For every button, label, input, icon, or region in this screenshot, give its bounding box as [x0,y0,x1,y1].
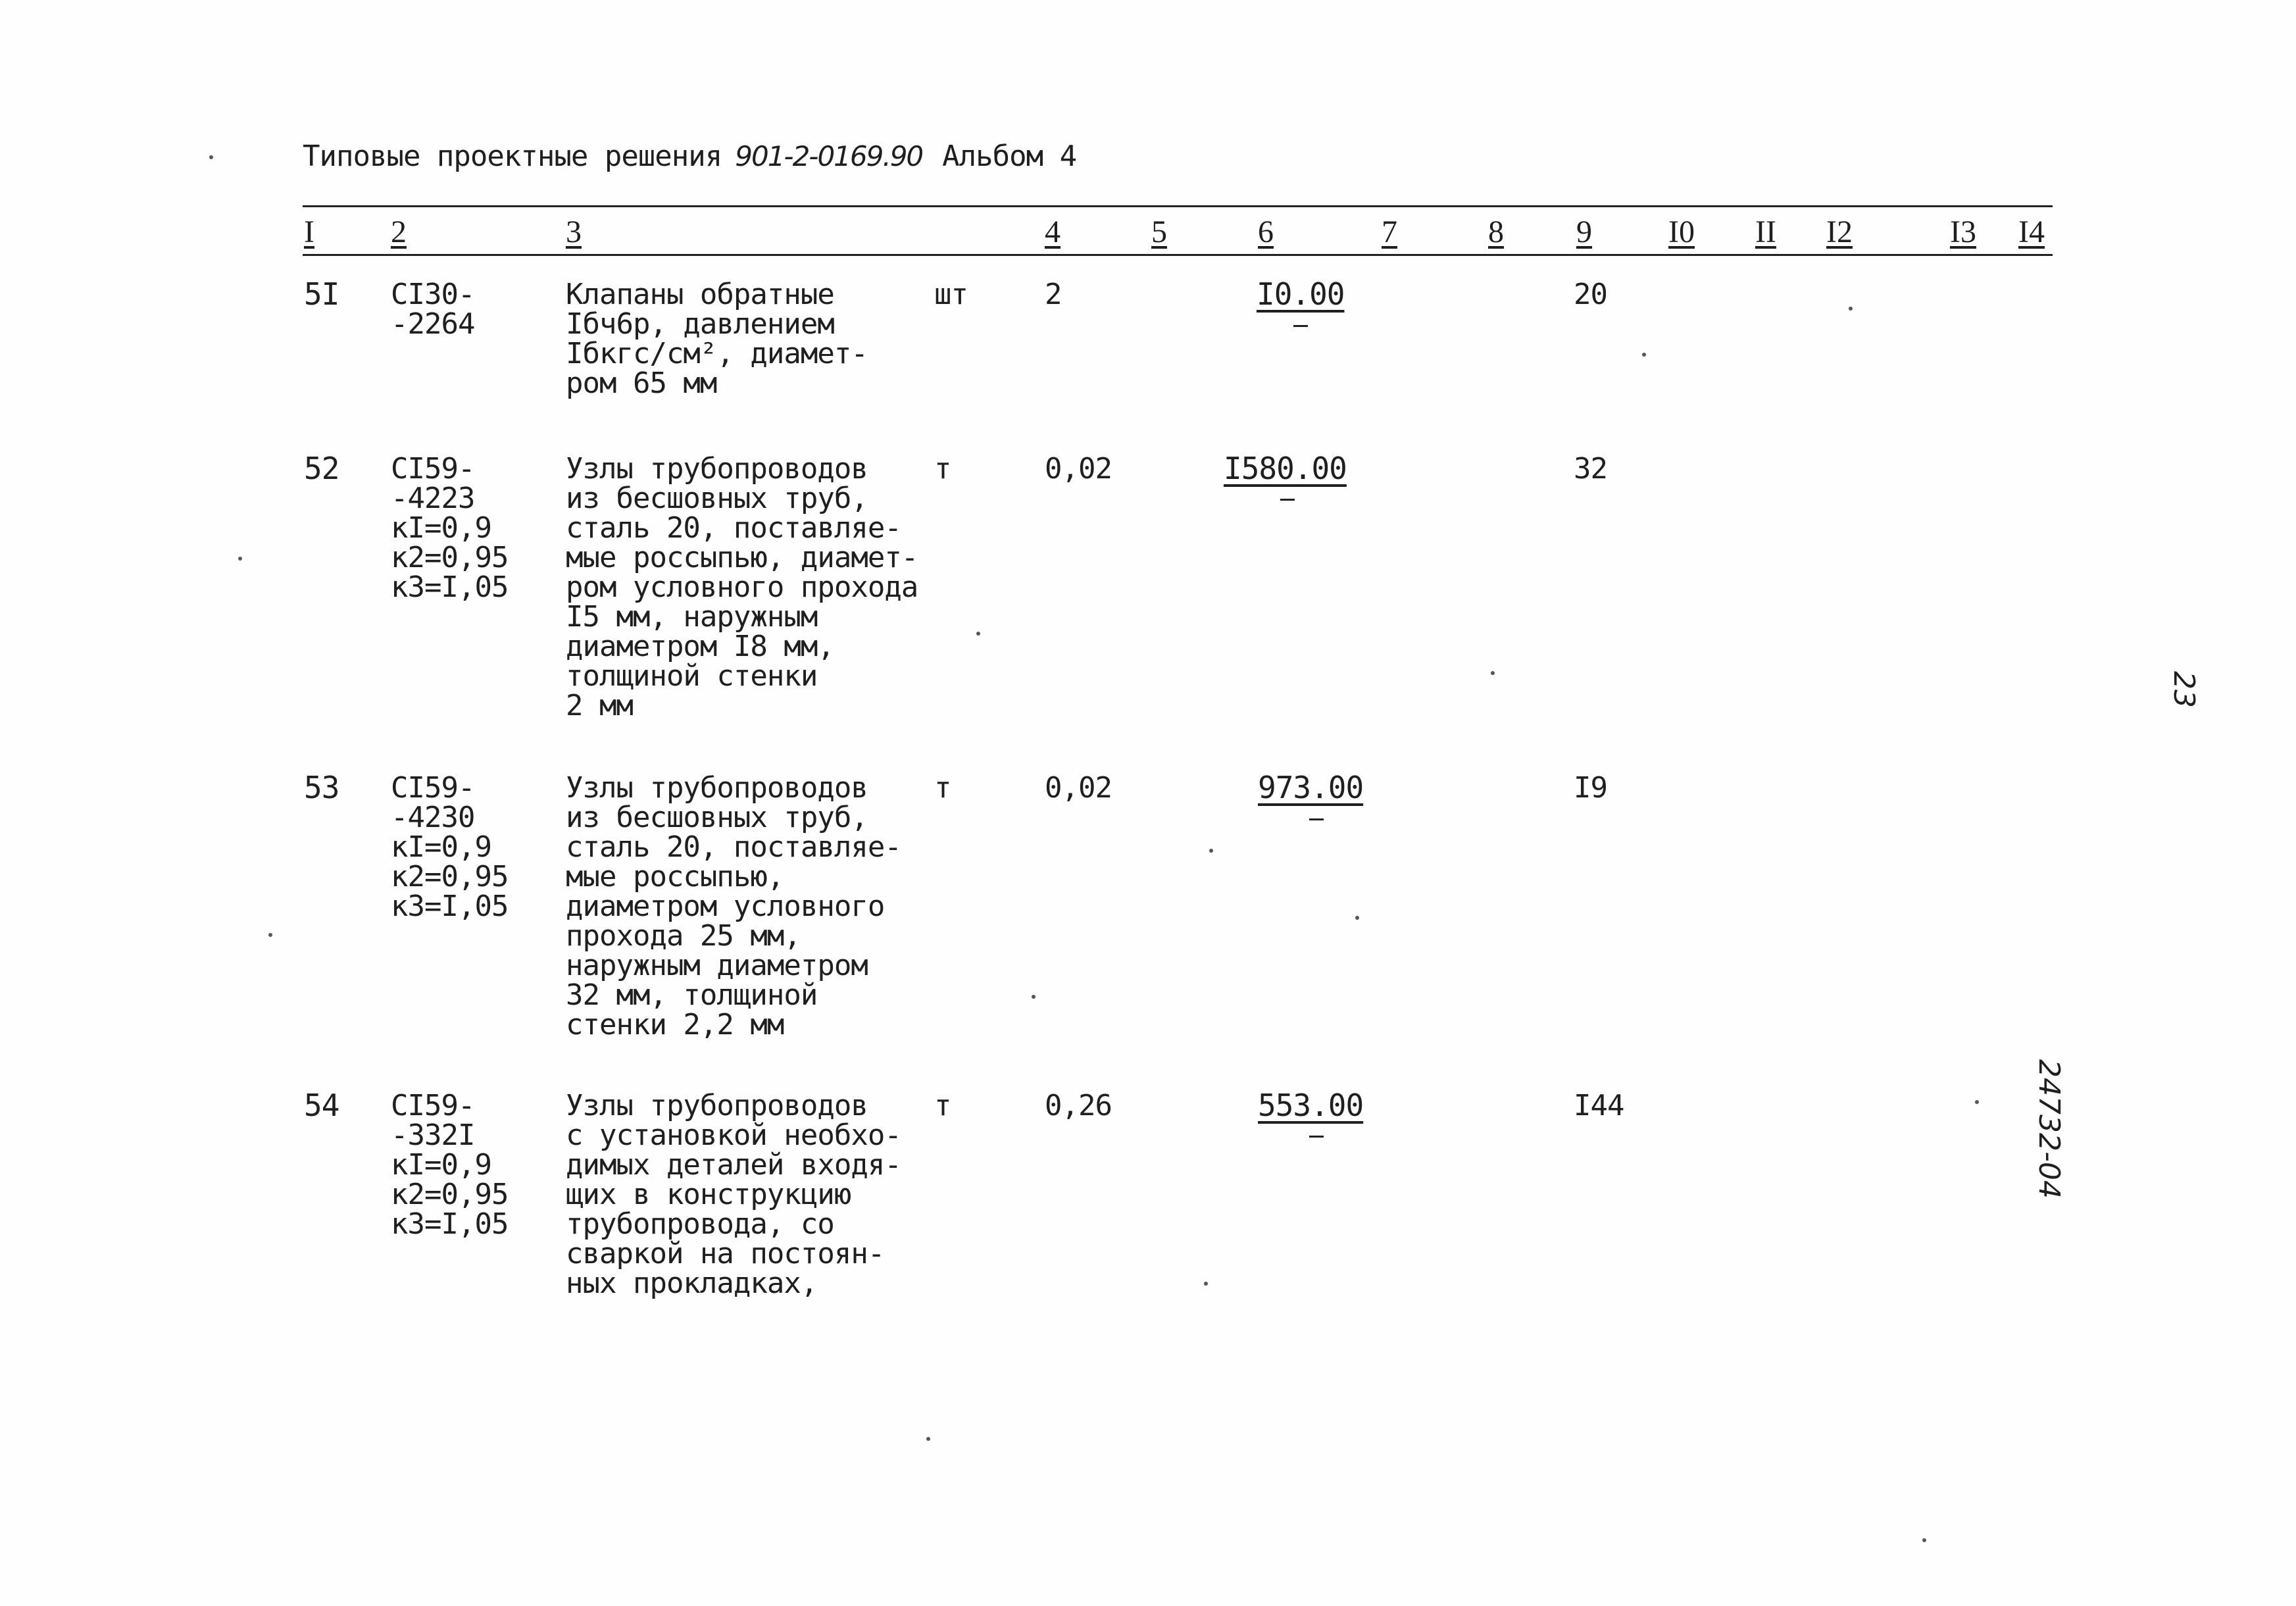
scan-speck [1975,1100,1979,1104]
unit-price: 553.00 [1258,1088,1364,1123]
row-number: 53 [304,770,339,805]
column-number: 2 [391,214,407,249]
scan-speck [1355,916,1359,920]
header-prefix: Типовые проектные решения [303,139,722,173]
row-number: 5I [304,276,339,312]
column-number: 5 [1151,214,1167,249]
page-number: 23 [2167,671,2201,708]
quantity: 0,26 [1045,1089,1112,1122]
resource-description: Узлы трубопроводов из бесшовных труб, сталь 20, поставляе- мые россыпью, диаметром условного прохода 25 мм, наружным диаметром 32 мм, толщиной стенки 2,2 мм [566,771,901,1041]
scan-speck [1032,995,1036,999]
resource-code: CI30- -2264 [391,278,475,341]
quantity: 0,02 [1045,452,1112,486]
project-code: 901-2-0169.90 [735,140,923,172]
scan-speck [926,1437,930,1441]
scan-speck [1922,1538,1926,1542]
scan-speck [1491,671,1495,675]
resource-code: CI59- -332I кI=0,9 к2=0,95 к3=I,05 [391,1089,509,1241]
resource-code: CI59- -4230 кI=0,9 к2=0,95 к3=I,05 [391,771,509,923]
unit: т [934,1089,951,1122]
column-number: I3 [1950,214,1976,249]
resource-code: CI59- -4223 кI=0,9 к2=0,95 к3=I,05 [391,452,509,604]
scan-speck [209,155,213,159]
scan-speck [1209,849,1213,853]
price-tick [1309,818,1324,820]
unit-price: I0.00 [1257,276,1345,312]
scan-speck [268,933,272,937]
resource-description: Клапаны обратные Iбч6р, давлением Iбкгс/см², диамет- ром 65 мм [566,278,868,400]
unit-price: 973.00 [1258,770,1364,805]
column-number: 9 [1576,214,1592,249]
price-tick [1280,499,1295,501]
column-number: 4 [1045,214,1061,249]
column-number: I4 [2018,214,2045,249]
scan-speck [1642,353,1646,357]
column-number: 7 [1382,214,1397,249]
column-9-value: 32 [1574,452,1607,486]
scan-speck [1204,1282,1208,1286]
column-9-value: 20 [1574,278,1607,311]
unit: шт [934,278,968,311]
unit: т [934,771,951,805]
scan-speck [238,557,242,561]
quantity: 0,02 [1045,771,1112,805]
row-number: 54 [304,1088,339,1123]
price-tick [1293,325,1308,327]
album-label: Альбом 4 [942,139,1077,173]
unit-price: I580.00 [1224,451,1347,486]
resource-description: Узлы трубопроводов с установкой необхо- димых деталей входя- щих в конструкцию трубопровода, со сваркой на постоян- ных прокладках, [566,1089,901,1300]
column-number: II [1755,214,1776,249]
resource-description: Узлы трубопроводов из бесшовных труб, сталь 20, поставляе- мые россыпью, диамет- ром условного прохода I5 мм, наружным диаметром I8 мм, толщиной стенки 2 мм [566,452,918,722]
quantity: 2 [1045,278,1062,311]
column-number: 8 [1488,214,1504,249]
inventory-number: 24732-04 [2032,1059,2066,1199]
column-number: I0 [1668,214,1695,249]
column-number: 6 [1258,214,1274,249]
column-number: I2 [1826,214,1853,249]
header-rule-bottom [303,254,2053,256]
price-tick [1309,1136,1324,1138]
page-header [303,139,1076,173]
scan-speck [976,632,980,636]
scan-speck [1849,307,1853,311]
column-9-value: I9 [1574,771,1607,805]
header-rule-top [303,205,2053,207]
column-number: 3 [566,214,582,249]
column-number: I [304,214,314,249]
unit: т [934,452,951,486]
column-9-value: I44 [1574,1089,1624,1122]
row-number: 52 [304,451,339,486]
